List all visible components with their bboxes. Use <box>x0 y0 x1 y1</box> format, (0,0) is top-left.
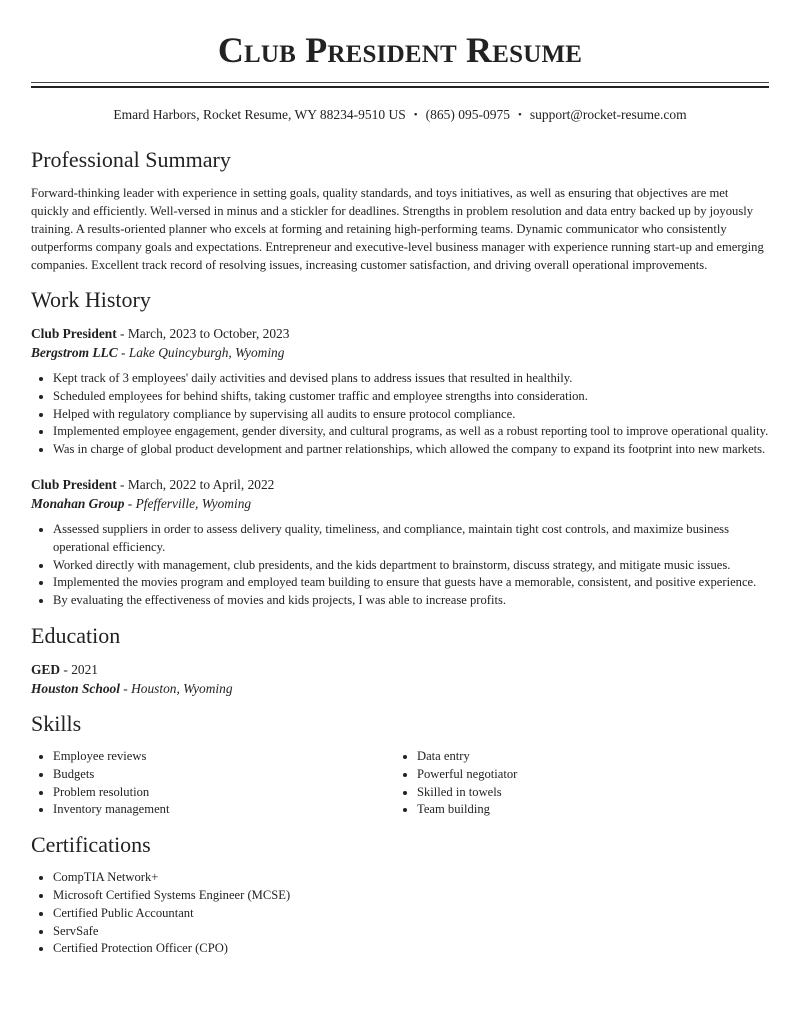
job-title-line: Club President - March, 2022 to April, 2022 <box>31 476 275 492</box>
list-item: CompTIA Network+ <box>31 869 769 887</box>
list-item: Employee reviews <box>31 748 395 766</box>
bullet-separator-icon: • <box>518 109 522 121</box>
company-location: Pfefferville, Wyoming <box>135 495 252 511</box>
list-item: Helped with regulatory compliance by supervising all audits to ensure protocol compliance. <box>31 406 769 424</box>
section-heading-education: Education <box>31 622 121 648</box>
list-item: Microsoft Certified Systems Engineer (MCSE) <box>31 887 769 905</box>
school-line: Houston School - Houston, Wyoming <box>31 680 233 696</box>
job-duties-list <box>31 521 769 610</box>
summary-text: Forward-thinking leader with experience in setting goals, quality standards, and toys initiatives, as well as ensuring that objectives are met quickly and efficiently. Well-versed in minus and a stickler for deadlines. Strengths in problem resolution and data entry backed up by joyously training. A results-oriented planner who excels at forming and retaining high-performing teams. Dynamic communicator who consistently outperforms company goals and expectations. Entrepreneur and executive-level business manager with experience running start-up and emerging companies. Excellent track record of resolving issues, increasing customer satisfaction, and driving overall operational improvements. <box>31 186 764 272</box>
list-item: Was in charge of global product development and partner relationships, which allowed the company to expand its footprint into new markets. <box>31 441 769 459</box>
list-item: Powerful negotiator <box>395 766 759 784</box>
list-item: Implemented the movies program and employed team building to ensure that guests have a memorable, consistent, and positive experience. <box>31 574 769 592</box>
section-heading-certifications: Certifications <box>31 832 151 858</box>
job-dates: March, 2022 to April, 2022 <box>127 476 275 492</box>
graduation-year: 2021 <box>71 661 98 677</box>
degree: GED <box>31 661 61 677</box>
list-item: ServSafe <box>31 923 769 941</box>
company-name: Monahan Group <box>31 495 125 511</box>
list-item: Implemented employee engagement, gender diversity, and cultural programs, as well as a robust reporting tool to improve operational quality. <box>31 423 769 441</box>
list-item: Certified Public Accountant <box>31 905 769 923</box>
degree-line: GED - 2021 <box>31 661 98 677</box>
company-line: Monahan Group - Pfefferville, Wyoming <box>31 495 252 511</box>
company-name: Bergstrom LLC <box>31 345 118 360</box>
skills-column-left <box>31 748 395 819</box>
certifications-list <box>31 869 769 958</box>
contact-email[interactable]: support@rocket-resume.com <box>529 107 687 122</box>
list-item: Worked directly with management, club presidents, and the kids department to brainstorm, discuss strategy, and mitigate music issues. <box>31 557 769 575</box>
section-heading-skills: Skills <box>31 710 82 736</box>
list-item: Budgets <box>31 766 395 784</box>
bullet-separator-icon: • <box>413 109 418 121</box>
list-item: Inventory management <box>31 801 395 819</box>
contact-phone: (865) 095-0975 <box>425 107 511 122</box>
resume-title: Club President Resume <box>217 30 583 70</box>
title-divider <box>31 82 769 88</box>
company-location: Lake Quincyburgh, Wyoming <box>128 345 285 360</box>
list-item: Kept track of 3 employees' daily activities and devised plans to address issues that resulted in healthily. <box>31 370 769 388</box>
list-item: Assessed suppliers in order to assess delivery quality, timeliness, and compliance, maintain tight cost controls, and maximize business operational efficiency. <box>31 521 769 557</box>
education-entry <box>31 660 769 698</box>
company-line: Bergstrom LLC - Lake Quincyburgh, Wyoming <box>31 345 285 360</box>
job-title: Club President <box>31 326 117 341</box>
list-item: Scheduled employees for behind shifts, taking customer traffic and employee strengths into consideration. <box>31 388 769 406</box>
list-item: Problem resolution <box>31 784 395 802</box>
job-entry <box>31 324 769 459</box>
skills-grid <box>31 748 769 819</box>
list-item: By evaluating the effectiveness of movies and kids projects, I was able to increase profits. <box>31 592 769 610</box>
section-heading-work-history: Work History <box>31 287 151 312</box>
job-title: Club President <box>31 476 117 492</box>
section-heading-summary: Professional Summary <box>31 147 231 172</box>
skills-column-right <box>395 748 759 819</box>
divider-thin-line <box>31 82 769 83</box>
skills-list <box>31 748 395 819</box>
resume-page <box>31 0 769 958</box>
job-dates: March, 2023 to October, 2023 <box>127 326 290 341</box>
list-item: Data entry <box>395 748 759 766</box>
job-duties-list <box>31 370 769 459</box>
list-item: Certified Protection Officer (CPO) <box>31 940 769 958</box>
school-name: Houston School <box>31 680 120 696</box>
divider-thick-line <box>31 86 769 88</box>
list-item: Skilled in towels <box>395 784 759 802</box>
skills-list <box>395 748 759 819</box>
list-item: Team building <box>395 801 759 819</box>
job-entry <box>31 475 769 610</box>
contact-address: Emard Harbors, Rocket Resume, WY 88234-9510 US <box>113 107 406 122</box>
contact-line <box>31 106 769 124</box>
school-location: Houston, Wyoming <box>131 680 233 696</box>
job-title-line: Club President - March, 2023 to October, 2023 <box>31 326 290 341</box>
